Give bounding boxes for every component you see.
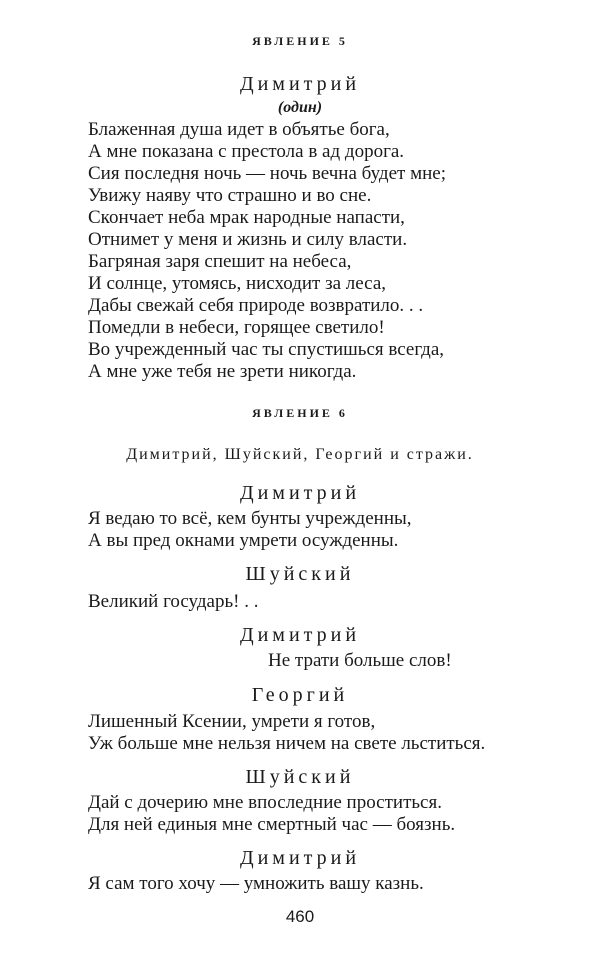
speaker-name: Димитрий xyxy=(239,624,361,646)
scene-heading: ЯВЛЕНИЕ 6 xyxy=(252,406,348,420)
verse-line: Для ней единыя мне смертный час — боязнь. xyxy=(88,814,456,835)
verse-line: А вы пред окнами умрети осужденны. xyxy=(88,530,399,551)
verse-line: Дай с дочерию мне впоследние проститься. xyxy=(88,792,442,813)
verse-line: Дабы свежай себя природе возвратило. . . xyxy=(88,295,424,316)
speaker-name: Шуйский xyxy=(245,563,355,585)
verse-line: Во учрежденный час ты спустишься всегда, xyxy=(88,339,445,360)
verse-line: И солнце, утомясь, нисходит за леса, xyxy=(88,273,387,294)
verse-line: Отнимет у меня и жизнь и силу власти. xyxy=(88,229,408,250)
verse-line: Помедли в небеси, горящее светило! xyxy=(88,317,385,338)
verse-line: Уж больше мне нельзя ничем на свете льститься. xyxy=(88,733,486,754)
verse-line: Великий государь! . . xyxy=(88,591,259,612)
verse-line: А мне показана с престола в ад дорога. xyxy=(88,141,405,162)
verse-line: Увижу наяву что страшно и во сне. xyxy=(88,185,372,206)
speaker-name: Шуйский xyxy=(245,766,355,788)
verse-line: Багряная заря спешит на небеса, xyxy=(88,251,352,272)
verse-line: Блаженная душа идет в объятье бога, xyxy=(88,119,390,140)
scene-heading: ЯВЛЕНИЕ 5 xyxy=(252,34,348,48)
verse-line: Лишенный Ксении, умрети я готов, xyxy=(88,711,376,732)
speaker-name: Димитрий xyxy=(239,73,361,95)
verse-line: А мне уже тебя не зрети никогда. xyxy=(88,361,357,382)
verse-line: Я ведаю то всё, кем бунты учрежденны, xyxy=(88,508,412,529)
speaker-name: Георгий xyxy=(251,684,349,706)
stage-direction: (один) xyxy=(277,99,323,116)
verse-line: Сия последня ночь — ночь вечна будет мне; xyxy=(88,163,446,184)
page-number: 460 xyxy=(285,907,315,926)
speaker-name: Димитрий xyxy=(239,482,361,504)
verse-line: Скончает неба мрак народные напасти, xyxy=(88,207,405,228)
verse-line: Не трати больше слов! xyxy=(268,650,452,671)
verse-line: Я сам того хочу — умножить вашу казнь. xyxy=(88,873,424,894)
speaker-name: Димитрий xyxy=(239,847,361,869)
cast-list: Димитрий, Шуйский, Георгий и стражи. xyxy=(126,446,474,463)
